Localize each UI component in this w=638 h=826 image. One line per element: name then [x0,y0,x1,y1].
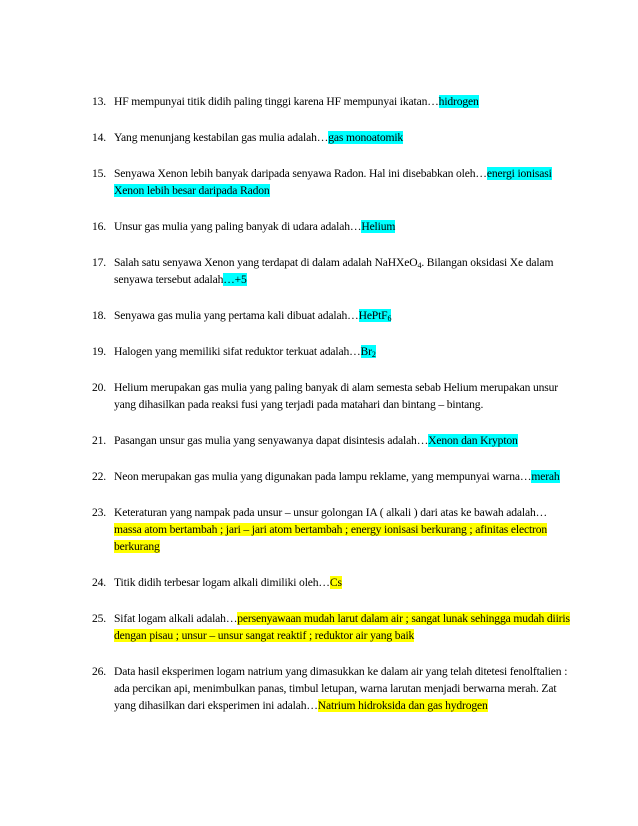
question-number: 21. [92,434,107,447]
question-number: 23. [92,506,107,519]
answer-highlight [359,309,392,322]
question-number: 20. [92,381,107,394]
subscript: 4 [417,261,422,270]
question-number: 26. [92,665,107,678]
question-number: 13. [92,95,107,108]
answer-highlight: energi ionisasi Xenon lebih besar daripada Radon [114,167,552,197]
question-text: Neon merupakan gas mulia yang digunakan pada lampu reklame, yang mempunyai warna… [114,470,532,483]
question-text: Titik didih terbesar logam alkali dimiliki oleh… [114,576,330,589]
question-number: 24. [92,576,107,589]
answer-highlight: gas monoatomik [328,131,404,144]
question-15 [92,165,572,199]
question-text: Senyawa gas mulia yang pertama kali dibuat adalah… [114,309,359,322]
question-number: 22. [92,470,107,483]
question-list [92,93,572,733]
question-text: Senyawa Xenon lebih banyak daripada senyawa Radon. Hal ini disebabkan oleh… [114,167,487,180]
question-text: Helium merupakan gas mulia yang paling banyak di alam semesta sebab Helium merupakan unsur yang dihasilkan pada reaksi fusi yang terjadi pada matahari dan bintang – bintang. [114,381,559,411]
answer-highlight: massa atom bertambah ; jari – jari atom bertambah ; energy ionisasi berkurang ; afinitas electron berkurang [114,523,548,553]
question-number: 25. [92,612,107,625]
question-25 [92,610,572,644]
question-24 [92,574,572,591]
question-text: Salah satu senyawa Xenon yang terdapat di dalam adalah NaHXeO [114,256,418,269]
question-26 [92,663,572,714]
answer-highlight: merah [531,470,560,483]
question-text: HF mempunyai titik didih paling tinggi karena HF mempunyai ikatan… [114,95,439,108]
question-text: Pasangan unsur gas mulia yang senyawanya dapat disintesis adalah… [114,434,429,447]
answer-subscript: 6 [387,314,392,323]
question-14 [92,129,572,146]
answer-highlight: …+5 [223,273,247,286]
question-text: Unsur gas mulia yang paling banyak di udara adalah… [114,220,362,233]
question-17 [92,254,572,288]
answer-highlight: persenyawaan mudah larut dalam air ; sangat lunak sehingga mudah diiris dengan pisau ; unsur – unsur sangat reaktif ; reduktor air yang baik [114,612,570,642]
question-number: 18. [92,309,107,322]
question-18 [92,307,572,324]
question-22 [92,468,572,485]
question-21 [92,432,572,449]
question-19 [92,343,572,360]
question-text-cont: . Bilangan oksidasi Xe dalam senyawa tersebut adalah [114,256,554,286]
question-text: Yang menunjang kestabilan gas mulia adalah… [114,131,329,144]
question-number: 16. [92,220,107,233]
answer-highlight [361,345,376,358]
question-number: 19. [92,345,107,358]
question-text: Sifat logam alkali adalah… [114,612,238,625]
question-text: Keteraturan yang nampak pada unsur – unsur golongan IA ( alkali ) dari atas ke bawah adalah… [114,506,548,519]
question-number: 15. [92,167,107,180]
question-text: Data hasil eksperimen logam natrium yang dimasukkan ke dalam air yang telah ditetesi fenolftalien : ada percikan api, menimbulkan panas, timbul letupan, warna larutan menjadi berwarna merah. Zat yang dihasilkan dari eksperimen ini adalah… [114,665,568,712]
answer-highlight: hidrogen [438,95,479,108]
question-20 [92,379,572,413]
question-number: 17. [92,256,107,269]
answer-formula: Br [360,345,372,358]
answer-highlight: Xenon dan Krypton [428,434,518,447]
answer-highlight: Cs [329,576,342,589]
answer-subscript: 2 [371,350,376,359]
question-text: Halogen yang memiliki sifat reduktor terkuat adalah… [114,345,361,358]
answer-formula: HePtF [358,309,388,322]
question-number: 14. [92,131,107,144]
answer-highlight: Natrium hidroksida dan gas hydrogen [317,699,488,712]
question-16 [92,218,572,235]
question-13 [92,93,572,110]
question-23 [92,504,572,555]
answer-highlight: Helium [361,220,396,233]
